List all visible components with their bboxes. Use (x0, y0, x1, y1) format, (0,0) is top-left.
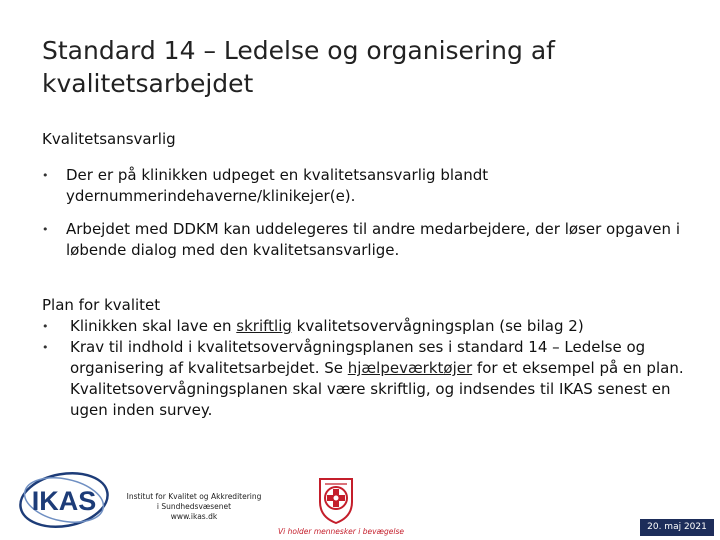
bullet-icon: • (42, 320, 49, 333)
institute-name-line-1: Institut for Kvalitet og Akkreditering (126, 492, 262, 501)
list-item (42, 165, 692, 207)
list-item-text: Krav til indhold i kvalitetsovervågningsplanen ses i standard 14 – Ledelse og organisering af kvalitetsarbejdet. Se (70, 338, 646, 377)
skriftlig-link[interactable]: skriftlig (236, 317, 292, 335)
emblem-icon (316, 476, 356, 524)
bullet-icon: • (42, 341, 49, 354)
section-kvalitetsansvarlig (42, 129, 692, 261)
hjaelpevaerktoejer-link[interactable]: hjælpeværktøjer (347, 359, 473, 377)
slide-title (42, 34, 682, 100)
list-item-text: Arbejdet med DDKM kan uddelegeres til andre medarbejdere, der løser opgaven i løbende dialog med den kvalitetsansvarlige. (66, 220, 680, 259)
list-item (42, 316, 692, 337)
list-item-text: kvalitetsovervågningsplan (se bilag 2) (291, 317, 584, 335)
ikas-logo-text: IKAS (31, 486, 97, 516)
institute-name-line-2: i Sundhedsvæsenet (156, 502, 232, 511)
bullet-icon: • (42, 169, 49, 182)
list-item (42, 219, 692, 261)
ikas-logo (14, 470, 118, 534)
bullet-icon: • (42, 223, 49, 236)
section-plan-for-kvalitet (42, 295, 692, 421)
section-heading: Kvalitetsansvarlig (42, 130, 176, 148)
footer (0, 458, 720, 540)
slide-title-line-1: Standard 14 – Ledelse og organisering af (42, 36, 555, 65)
section-heading: Plan for kvalitet (42, 296, 161, 314)
list-item-text: for et eksempel på en plan. Kvalitetsovervågningsplanen skal være skriftlig, og indsendes til IKAS senest en ugen inden survey. (70, 359, 684, 419)
list-item (42, 337, 692, 421)
institute-info (120, 492, 268, 522)
list-item-text: Klinikken skal lave en (70, 317, 237, 335)
bullet-list (42, 165, 692, 261)
slide-content (42, 129, 692, 421)
slide-title-line-2: kvalitetsarbejdet (42, 69, 254, 98)
date-badge: 20. maj 2021 (640, 519, 714, 536)
bullet-list (42, 316, 692, 421)
slogan: Vi holder mennesker i bevægelse (278, 527, 404, 536)
institute-website: www.ikas.dk (170, 512, 218, 521)
list-item-text: Der er på klinikken udpeget en kvalitetsansvarlig blandt ydernummerindehaverne/klinikejer(e). (66, 166, 489, 205)
